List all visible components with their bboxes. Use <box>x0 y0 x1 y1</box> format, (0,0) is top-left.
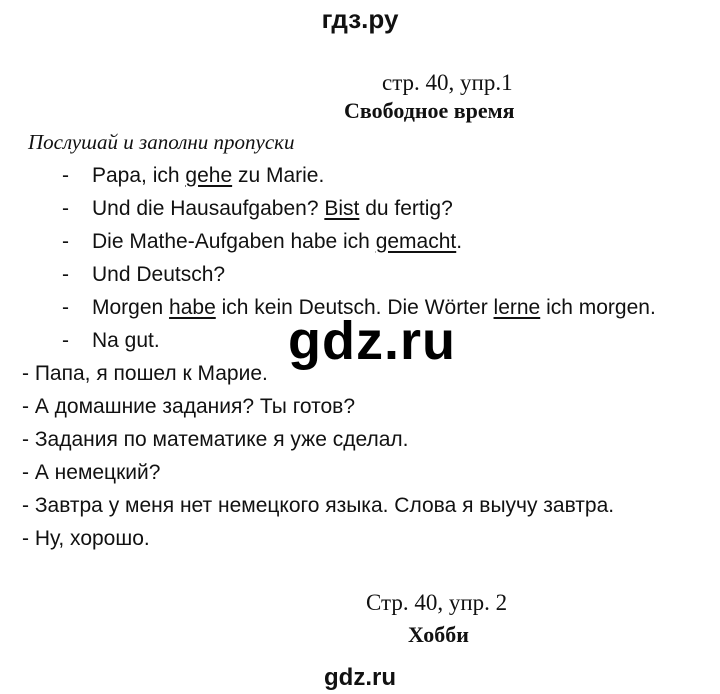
filled-gap: gemacht <box>375 230 457 253</box>
gdz-watermark: gdz.ru <box>288 311 456 371</box>
exercise-1-title: Свободное время <box>344 98 515 123</box>
filled-gap: gehe <box>185 164 233 187</box>
translation-line-6: - Ну, хорошо. <box>22 527 150 550</box>
translation-line-1: - Папа, я пошел к Марие. <box>22 362 268 385</box>
dialogue-text: Papa, ich <box>92 164 186 187</box>
translation-line-4: - А немецкий? <box>22 461 161 484</box>
dialogue-text: Na gut. <box>92 329 160 352</box>
site-footer-label: gdz.ru <box>324 664 396 691</box>
dialogue-dash: - <box>62 197 69 220</box>
translation-line-5: - Завтра у меня нет немецкого языка. Слова я выучу завтра. <box>22 494 615 517</box>
translation-line-3: - Задания по математике я уже сделал. <box>22 428 409 451</box>
dialogue-text: . <box>456 230 463 253</box>
dialogue-line-1 <box>62 164 324 188</box>
dialogue-text: Und Deutsch? <box>92 263 226 286</box>
dialogue-line-6 <box>62 329 160 353</box>
dialogue-text: ich kein Deutsch. Die Wörter <box>215 296 494 319</box>
dialogue-dash: - <box>62 230 69 253</box>
dialogue-dash: - <box>62 263 69 286</box>
site-header-label: гдз.ру <box>321 4 399 34</box>
dialogue-line-3 <box>62 230 462 254</box>
dialogue-dash: - <box>62 296 69 319</box>
exercise-2-reference: Стр. 40, упр. 2 <box>366 590 508 615</box>
exercise-2-title: Хобби <box>408 622 469 647</box>
dialogue-text: zu Marie. <box>232 164 325 187</box>
dialogue-text: du fertig? <box>359 197 453 220</box>
dialogue-dash: - <box>62 329 69 352</box>
dialogue-text: Die Mathe-Aufgaben habe ich <box>92 230 376 253</box>
translation-line-2: - А домашние задания? Ты готов? <box>22 395 356 418</box>
dialogue-line-2 <box>62 197 453 221</box>
dialogue-text: Morgen <box>92 296 170 319</box>
exercise-1-reference: стр. 40, упр.1 <box>382 70 513 95</box>
dialogue-text: Und die Hausaufgaben? <box>92 197 325 220</box>
dialogue-dash: - <box>62 164 69 187</box>
filled-gap: Bist <box>324 197 360 220</box>
dialogue-text: ich morgen. <box>540 296 656 319</box>
exercise-instruction: Послушай и заполни пропуски <box>28 130 295 154</box>
filled-gap: habe <box>169 296 216 319</box>
filled-gap: lerne <box>493 296 541 319</box>
dialogue-line-4 <box>62 263 225 287</box>
